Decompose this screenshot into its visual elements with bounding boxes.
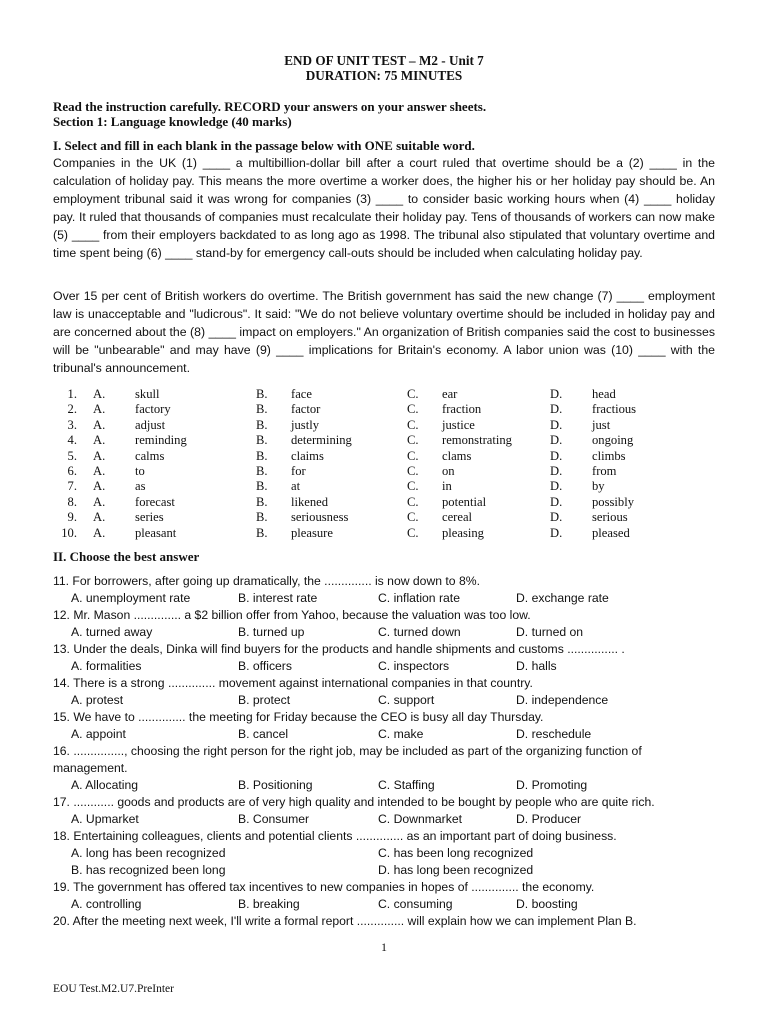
option-c: ear [442, 387, 458, 401]
letter-a: A. [93, 463, 106, 478]
option-c: pleasing [442, 525, 484, 540]
choice-d: D. has long been recognized [378, 863, 534, 877]
letter-a: A. [93, 494, 106, 509]
option-d: just [592, 417, 611, 432]
letter-a: A. [93, 433, 106, 448]
choice-b: B. breaking [238, 897, 300, 911]
option-number: 3. [67, 417, 77, 432]
letter-a: A. [93, 448, 106, 463]
letter-a: A. [93, 387, 106, 401]
choice-b: B. Consumer [238, 812, 310, 826]
option-c: clams [442, 448, 472, 463]
letter-b: B. [256, 494, 268, 509]
choice-a: A. protest [71, 693, 124, 707]
letter-b: B. [256, 402, 268, 417]
question-16 [53, 743, 733, 794]
choice-b: B. turned up [238, 625, 305, 639]
letter-d: D. [550, 494, 563, 509]
test-title: END OF UNIT TEST – M2 - Unit 7 [284, 53, 484, 68]
option-number: 10. [61, 525, 77, 540]
choice-a: A. unemployment rate [71, 591, 191, 605]
letter-d: D. [550, 448, 563, 463]
letter-c: C. [407, 494, 419, 509]
footer-label: EOU Test.M2.U7.PreInter [53, 983, 174, 995]
test-duration: DURATION: 75 MINUTES [305, 68, 463, 83]
letter-d: D. [550, 402, 563, 417]
letter-d: D. [550, 510, 563, 525]
answer-choices [53, 726, 733, 743]
letter-d: D. [550, 387, 563, 401]
letter-b: B. [256, 479, 268, 494]
letter-c: C. [407, 463, 419, 478]
option-number: 7. [67, 479, 77, 494]
answer-choices [53, 692, 733, 709]
option-row [53, 418, 733, 433]
question-19 [53, 879, 733, 913]
option-b: at [291, 479, 301, 494]
option-b: factor [291, 402, 321, 417]
choice-d: D. boosting [516, 897, 578, 911]
letter-c: C. [407, 479, 419, 494]
question-15 [53, 709, 733, 743]
choice-b: B. Positioning [238, 778, 313, 792]
question-stem: 19. The government has offered tax incentives to new companies in hopes of .............. the economy. [53, 880, 595, 894]
question-stem: 12. Mr. Mason .............. a $2 billion offer from Yahoo, because the valuation was too low. [53, 608, 531, 622]
option-c: fraction [442, 402, 482, 417]
part2-heading: II. Choose the best answer [53, 549, 200, 564]
option-c: remonstrating [442, 433, 512, 448]
letter-c: C. [407, 510, 419, 525]
choice-c: C. inflation rate [378, 591, 460, 605]
choice-d: D. halls [516, 659, 557, 673]
question-stem: 17. ............ goods and products are of very high quality and intended to be bought by people who are quite rich. [53, 795, 655, 809]
option-c: justice [442, 417, 475, 432]
option-d: from [592, 463, 617, 478]
instructions [53, 99, 486, 129]
passage-paragraph-2: Over 15 per cent of British workers do overtime. The British government has said the new change (7) ____ employment law is unacceptable and "ludicrous". It said: "We do not believe voluntary overtime should be included in holiday pay and are concerned about the (8) ____ impact on employers." An organization of British companies said the cost to businesses will be "unbearable" and may have (9) ____ implications for Britain's economy. A labor union was (10) ____ with the tribunal's announcement. [53, 289, 715, 375]
option-row [53, 402, 733, 417]
letter-c: C. [407, 387, 419, 401]
letter-b: B. [256, 510, 268, 525]
option-a: factory [135, 402, 171, 417]
option-d: pleased [592, 525, 630, 540]
letter-b: B. [256, 448, 268, 463]
letter-a: A. [93, 510, 106, 525]
page-number: 1 [381, 940, 387, 954]
letter-b: B. [256, 387, 268, 401]
option-number: 6. [67, 463, 77, 478]
option-number: 9. [67, 510, 77, 525]
choice-c: C. consuming [378, 897, 453, 911]
option-row [53, 495, 733, 510]
answer-choices [53, 777, 733, 794]
choice-b: B. officers [238, 659, 292, 673]
option-a: skull [135, 387, 160, 401]
question-stem: 15. We have to .............. the meeting for Friday because the CEO is busy all day Thursday. [53, 710, 544, 724]
option-a: reminding [135, 433, 187, 448]
question-stem: 18. Entertaining colleagues, clients and potential clients .............. as an important part of doing business. [53, 829, 617, 843]
choice-b: B. interest rate [238, 591, 318, 605]
questions-list [53, 573, 733, 930]
choice-c: C. inspectors [378, 659, 450, 673]
letter-a: A. [93, 417, 106, 432]
question-11 [53, 573, 733, 607]
option-d: by [592, 479, 605, 494]
answer-choices [53, 590, 733, 607]
option-a: series [135, 510, 164, 525]
option-a: to [135, 463, 145, 478]
choice-d: D. turned on [516, 625, 584, 639]
choice-c: C. Downmarket [378, 812, 462, 826]
option-row [53, 526, 733, 541]
letter-c: C. [407, 433, 419, 448]
choice-a: A. turned away [71, 625, 153, 639]
letter-d: D. [550, 479, 563, 494]
letter-d: D. [550, 433, 563, 448]
choice-d: D. exchange rate [516, 591, 609, 605]
option-b: seriousness [291, 510, 349, 525]
option-number: 1. [67, 387, 77, 401]
option-c: on [442, 463, 455, 478]
choice-b: B. protect [238, 693, 291, 707]
answer-choices [53, 624, 733, 641]
choice-c: C. has been long recognized [378, 846, 534, 860]
option-b: pleasure [291, 525, 333, 540]
option-d: head [592, 387, 616, 401]
answer-choices [53, 862, 733, 879]
part1-heading: I. Select and fill in each blank in the passage below with ONE suitable word. [53, 138, 475, 153]
letter-c: C. [407, 525, 419, 540]
word-options-table [53, 387, 733, 541]
letter-d: D. [550, 463, 563, 478]
letter-c: C. [407, 417, 419, 432]
question-12 [53, 607, 733, 641]
choice-a: A. Upmarket [71, 812, 139, 826]
letter-d: D. [550, 525, 563, 540]
option-row [53, 510, 733, 525]
option-a: forecast [135, 494, 175, 509]
option-b: determining [291, 433, 352, 448]
letter-b: B. [256, 433, 268, 448]
choice-a: A. Allocating [71, 778, 139, 792]
question-18 [53, 828, 733, 879]
question-13 [53, 641, 733, 675]
answer-choices [53, 658, 733, 675]
letter-c: C. [407, 448, 419, 463]
letter-a: A. [93, 479, 106, 494]
option-number: 4. [67, 433, 77, 448]
question-stem: 14. There is a strong .............. movement against international companies in that country. [53, 676, 533, 690]
option-b: face [291, 387, 312, 401]
letter-b: B. [256, 417, 268, 432]
choice-d: D. Promoting [516, 778, 588, 792]
choice-b: B. cancel [238, 727, 289, 741]
option-a: adjust [135, 417, 166, 432]
choice-a: A. long has been recognized [71, 846, 226, 860]
option-b: justly [291, 417, 319, 432]
choice-a: A. controlling [71, 897, 142, 911]
question-stem: 11. For borrowers, after going up dramatically, the .............. is now down to 8%. [53, 574, 480, 588]
answer-choices [53, 811, 733, 828]
answer-choices [53, 845, 733, 862]
option-c: in [442, 479, 452, 494]
option-d: possibly [592, 494, 634, 509]
choice-d: D. Producer [516, 812, 582, 826]
choice-c: C. turned down [378, 625, 461, 639]
option-number: 5. [67, 448, 77, 463]
letter-a: A. [93, 525, 106, 540]
option-d: fractious [592, 402, 637, 417]
option-b: claims [291, 448, 324, 463]
question-17 [53, 794, 733, 828]
choice-d: D. reschedule [516, 727, 592, 741]
option-row [53, 479, 733, 494]
letter-b: B. [256, 463, 268, 478]
choice-a: A. formalities [71, 659, 142, 673]
passage-paragraph-1: Companies in the UK (1) ____ a multibillion-dollar bill after a court ruled that overtime should be a (2) ____ in the calculation of holiday pay. This means the more overtime a worker does, the higher his or her holiday pay should be. An employment tribunal said it was wrong for companies (3) ____ to consider basic working hours when (4) ____ holiday pay. It ruled that thousands of companies must recalculate their holiday pay. Tens of thousands of workers can now make (5) ____ from their employers backdated to as long ago as 1998. The tribunal also stipulated that voluntary overtime and time spent being (6) ____ stand-by for emergency call-outs should be included when calculating holiday pay. [53, 156, 715, 260]
question-stem: 16. ..............., choosing the right person for the right job, may be included as part of the organizing function of management. [53, 744, 642, 775]
choice-d: D. independence [516, 693, 609, 707]
choice-c: C. make [378, 727, 424, 741]
question-stem: 13. Under the deals, Dinka will find buyers for the products and handle shipments and customs ............... . [53, 642, 625, 656]
option-c: cereal [442, 510, 473, 525]
option-number: 2. [67, 402, 77, 417]
answer-choices [53, 896, 733, 913]
option-row [53, 387, 733, 402]
question-20 [53, 913, 733, 930]
option-d: ongoing [592, 433, 634, 448]
choice-b: B. has recognized been long [71, 863, 226, 877]
option-row [53, 433, 733, 448]
option-a: pleasant [135, 525, 177, 540]
option-a: as [135, 479, 146, 494]
option-d: serious [592, 510, 628, 525]
option-a: calms [135, 448, 165, 463]
option-b: likened [291, 494, 329, 509]
option-b: for [291, 463, 306, 478]
question-14 [53, 675, 733, 709]
option-number: 8. [67, 494, 77, 509]
letter-a: A. [93, 402, 106, 417]
letter-c: C. [407, 402, 419, 417]
option-row [53, 449, 733, 464]
letter-d: D. [550, 417, 563, 432]
choice-c: C. Staffing [378, 778, 435, 792]
question-stem: 20. After the meeting next week, I'll write a formal report .............. will explain how we can implement Plan B. [53, 914, 637, 928]
letter-b: B. [256, 525, 268, 540]
choice-c: C. support [378, 693, 435, 707]
option-row [53, 464, 733, 479]
instruction-line: Read the instruction carefully. RECORD your answers on your answer sheets. [53, 99, 487, 114]
section-label: Section 1: Language knowledge (40 marks) [53, 114, 292, 129]
option-d: climbs [592, 448, 626, 463]
choice-a: A. appoint [71, 727, 126, 741]
option-c: potential [442, 494, 487, 509]
